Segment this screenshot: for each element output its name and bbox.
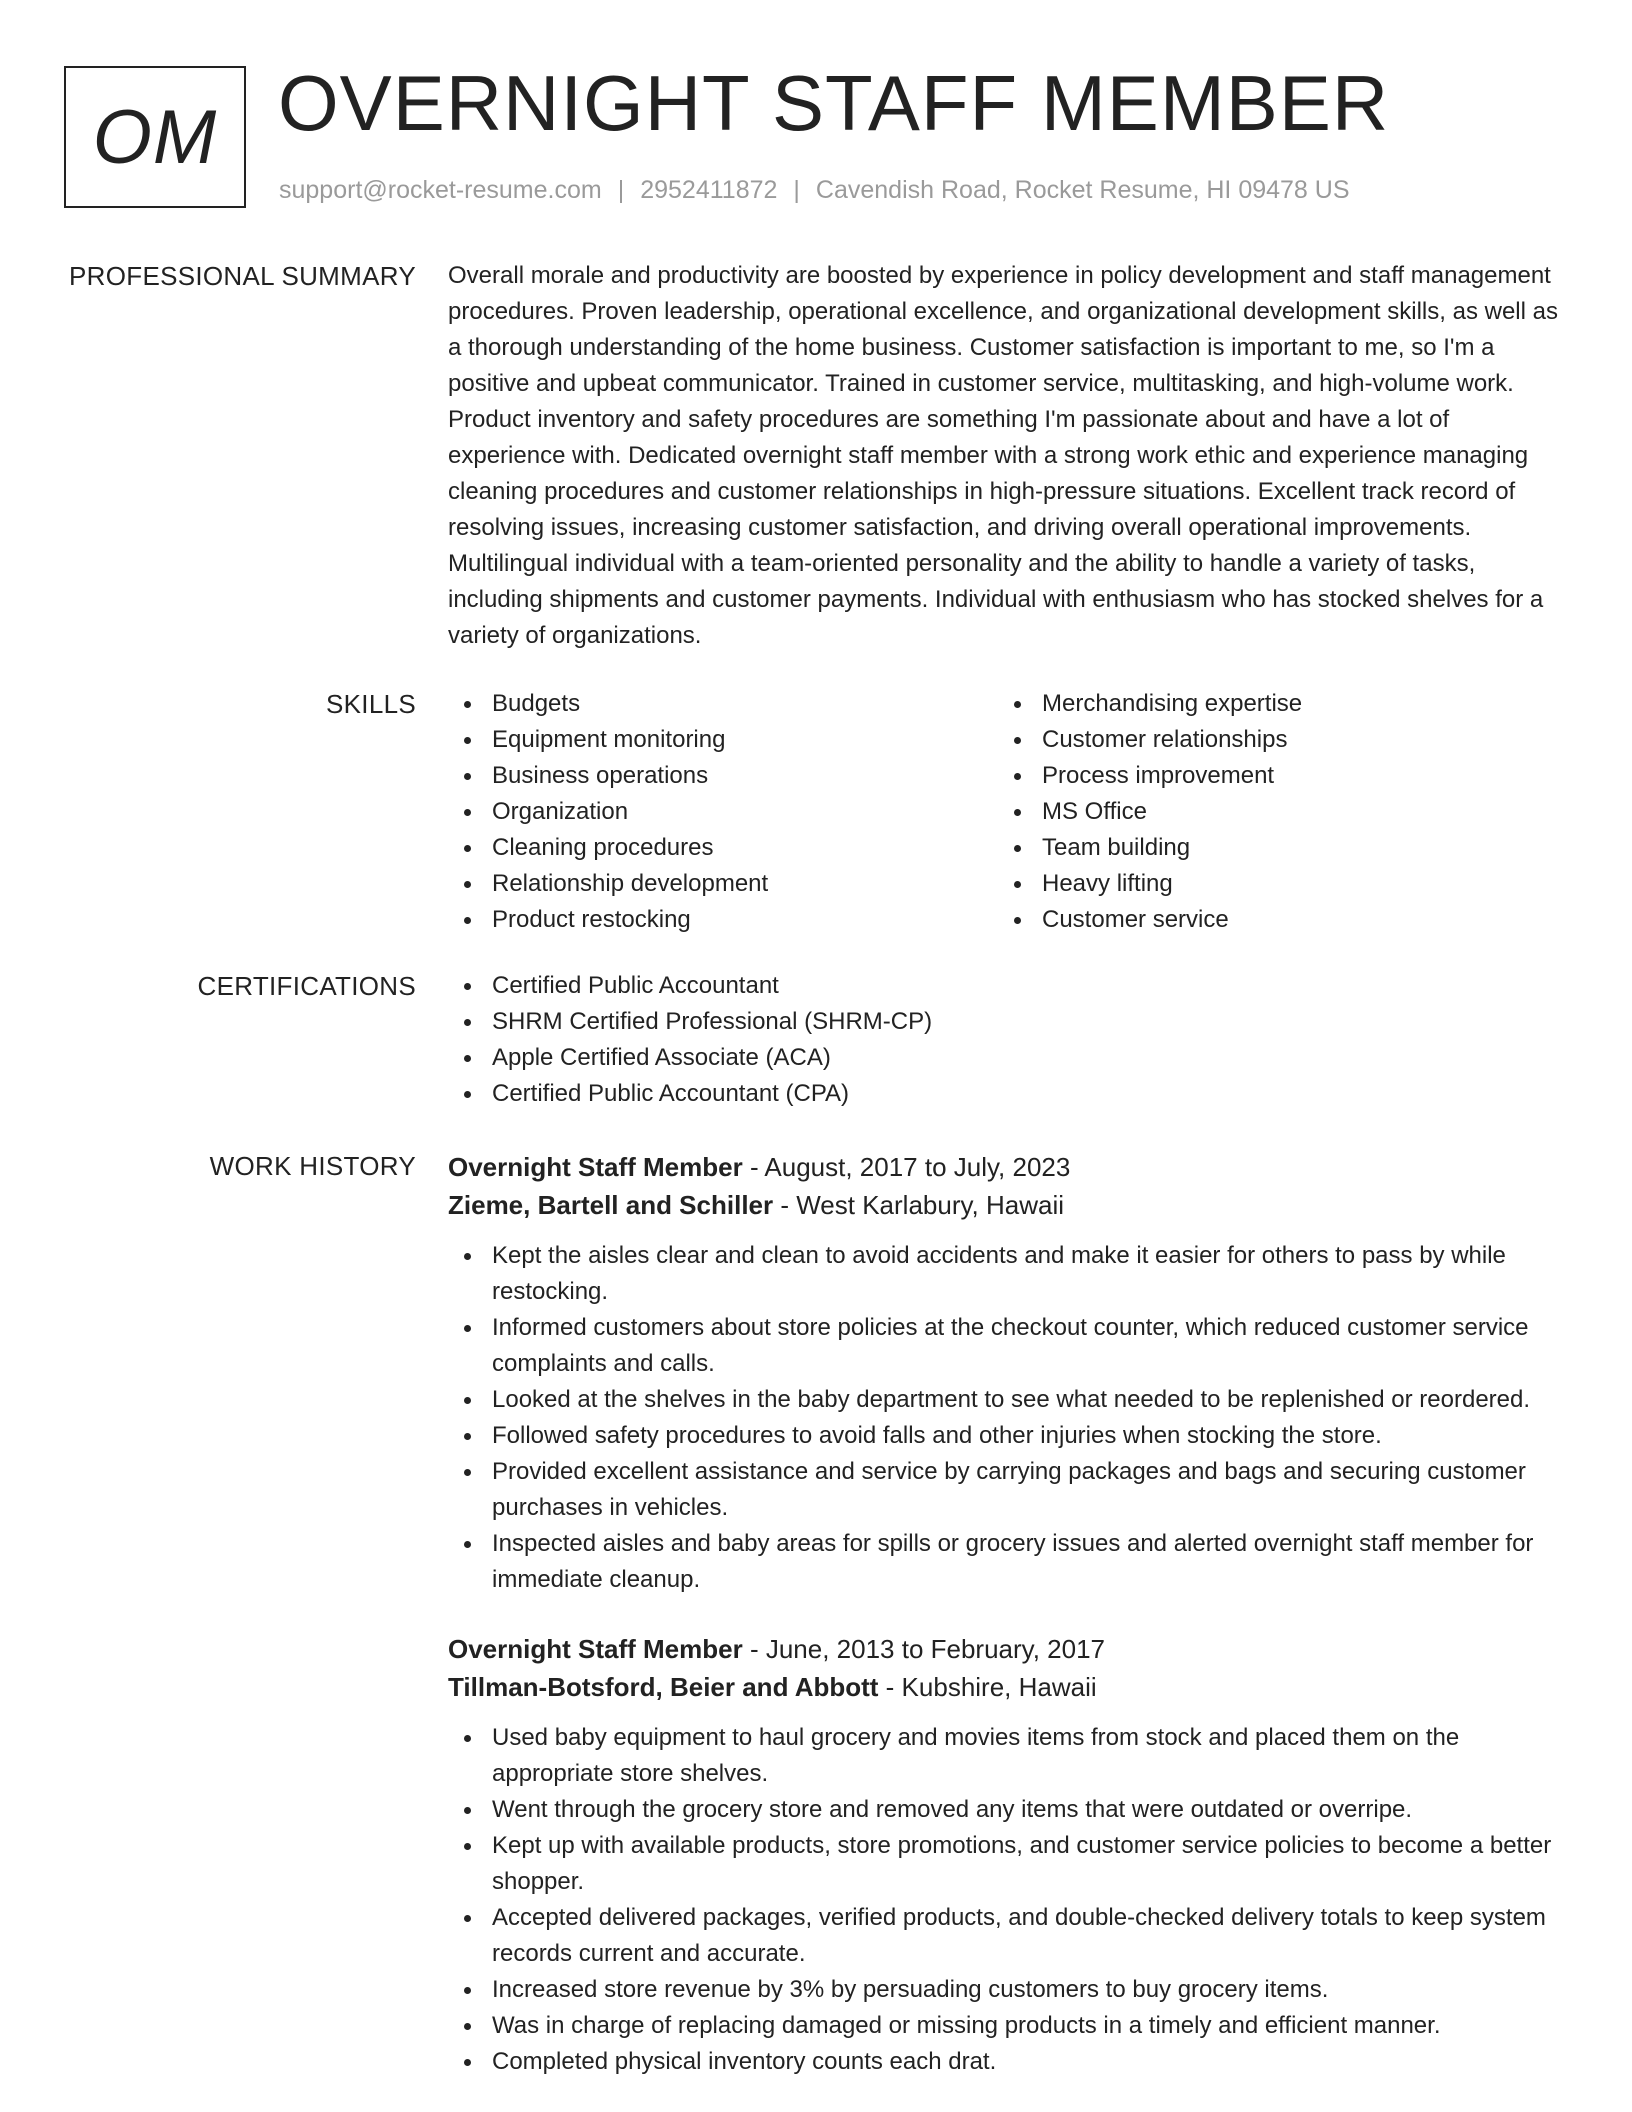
job-title-line	[448, 1148, 1564, 1186]
job-title: Overnight Staff Member	[448, 1634, 743, 1664]
list-item: Was in charge of replacing damaged or missing products in a timely and efficient manner.	[448, 2008, 1564, 2044]
skills-list-left	[448, 686, 998, 938]
job-bullets	[448, 1238, 1564, 1598]
list-item: Business operations	[448, 758, 998, 794]
list-item: Accepted delivered packages, verified products, and double-checked delivery totals to keep system records current and accurate.	[448, 1900, 1564, 1972]
job-entry	[448, 1630, 1564, 2080]
list-item: Certified Public Accountant (CPA)	[448, 1076, 1564, 1112]
list-item: Team building	[998, 830, 1548, 866]
job-dates: - August, 2017 to July, 2023	[742, 1152, 1071, 1182]
list-item: Cleaning procedures	[448, 830, 998, 866]
page-title: OVERNIGHT STAFF MEMBER	[278, 59, 1390, 147]
list-item: MS Office	[998, 794, 1548, 830]
separator: |	[793, 176, 800, 204]
phone-number: 2952411872	[640, 176, 778, 204]
list-item: Informed customers about store policies at the checkout counter, which reduced customer service complaints and calls.	[448, 1310, 1564, 1382]
job-dates: - June, 2013 to February, 2017	[742, 1634, 1106, 1664]
list-item: Customer relationships	[998, 722, 1548, 758]
list-item: Equipment monitoring	[448, 722, 998, 758]
certifications-list	[448, 968, 1564, 1112]
list-item: Process improvement	[998, 758, 1548, 794]
list-item: Product restocking	[448, 902, 998, 938]
list-item: SHRM Certified Professional (SHRM-CP)	[448, 1004, 1564, 1040]
list-item: Looked at the shelves in the baby department to see what needed to be replenished or reordered.	[448, 1382, 1564, 1418]
list-item: Budgets	[448, 686, 998, 722]
list-item: Used baby equipment to haul grocery and movies items from stock and placed them on the appropriate store shelves.	[448, 1720, 1564, 1792]
separator: |	[617, 176, 625, 204]
list-item: Certified Public Accountant	[448, 968, 1564, 1004]
list-item: Apple Certified Associate (ACA)	[448, 1040, 1564, 1076]
job-title: Overnight Staff Member	[448, 1152, 743, 1182]
list-item: Kept up with available products, store promotions, and customer service policies to become a better shopper.	[448, 1828, 1564, 1900]
email-link[interactable]: support@rocket-resume.com	[279, 176, 602, 204]
list-item: Provided excellent assistance and service by carrying packages and bags and securing customer purchases in vehicles.	[448, 1454, 1564, 1526]
list-item: Followed safety procedures to avoid falls and other injuries when stocking the store.	[448, 1418, 1564, 1454]
list-item: Went through the grocery store and removed any items that were outdated or overripe.	[448, 1792, 1564, 1828]
job-company: Tillman-Botsford, Beier and Abbott	[448, 1672, 879, 1702]
list-item: Heavy lifting	[998, 866, 1548, 902]
job-location: - West Karlabury, Hawaii	[773, 1190, 1065, 1220]
job-bullets	[448, 1720, 1564, 2080]
monogram: OM	[64, 66, 246, 208]
job-title-line	[448, 1630, 1564, 1668]
list-item: Inspected aisles and baby areas for spills or grocery issues and alerted overnight staff member for immediate cleanup.	[448, 1526, 1564, 1598]
list-item: Customer service	[998, 902, 1548, 938]
list-item: Relationship development	[448, 866, 998, 902]
job-entry	[448, 1148, 1564, 1598]
job-company-line	[448, 1186, 1564, 1224]
list-item: Completed physical inventory counts each drat.	[448, 2044, 1564, 2080]
skills-list-right	[998, 686, 1548, 938]
list-item: Increased store revenue by 3% by persuading customers to buy grocery items.	[448, 1972, 1564, 2008]
section-label-skills: SKILLS	[326, 689, 416, 719]
job-company-line	[448, 1668, 1564, 1706]
address: Cavendish Road, Rocket Resume, HI 09478 US	[815, 176, 1350, 204]
list-item: Organization	[448, 794, 998, 830]
contact-line	[279, 174, 1350, 206]
list-item: Merchandising expertise	[998, 686, 1548, 722]
job-location: - Kubshire, Hawaii	[878, 1672, 1097, 1702]
section-label-certifications: CERTIFICATIONS	[197, 971, 416, 1001]
section-label-work-history: WORK HISTORY	[209, 1151, 416, 1181]
section-label-summary: PROFESSIONAL SUMMARY	[69, 261, 416, 291]
list-item: Kept the aisles clear and clean to avoid accidents and make it easier for others to pass by while restocking.	[448, 1238, 1564, 1310]
job-company: Zieme, Bartell and Schiller	[448, 1190, 774, 1220]
summary-text: Overall morale and productivity are boosted by experience in policy development and staff management procedures. Proven leadership, operational excellence, and organizational development skills, as well as a thorough understanding of the home business. Customer satisfaction is important to me, so I'm a positive and upbeat communicator. Trained in customer service, multitasking, and high-volume work. Product inventory and safety procedures are something I'm passionate about and have a lot of experience with. Dedicated overnight staff member with a strong work ethic and experience managing cleaning procedures and customer relationships in high-pressure situations. Excellent track record of resolving issues, increasing customer satisfaction, and driving overall operational improvements. Multilingual individual with a team-oriented personality and the ability to handle a variety of tasks, including shipments and customer payments. Individual with enthusiasm who has stocked shelves for a variety of organizations.	[448, 262, 1558, 649]
